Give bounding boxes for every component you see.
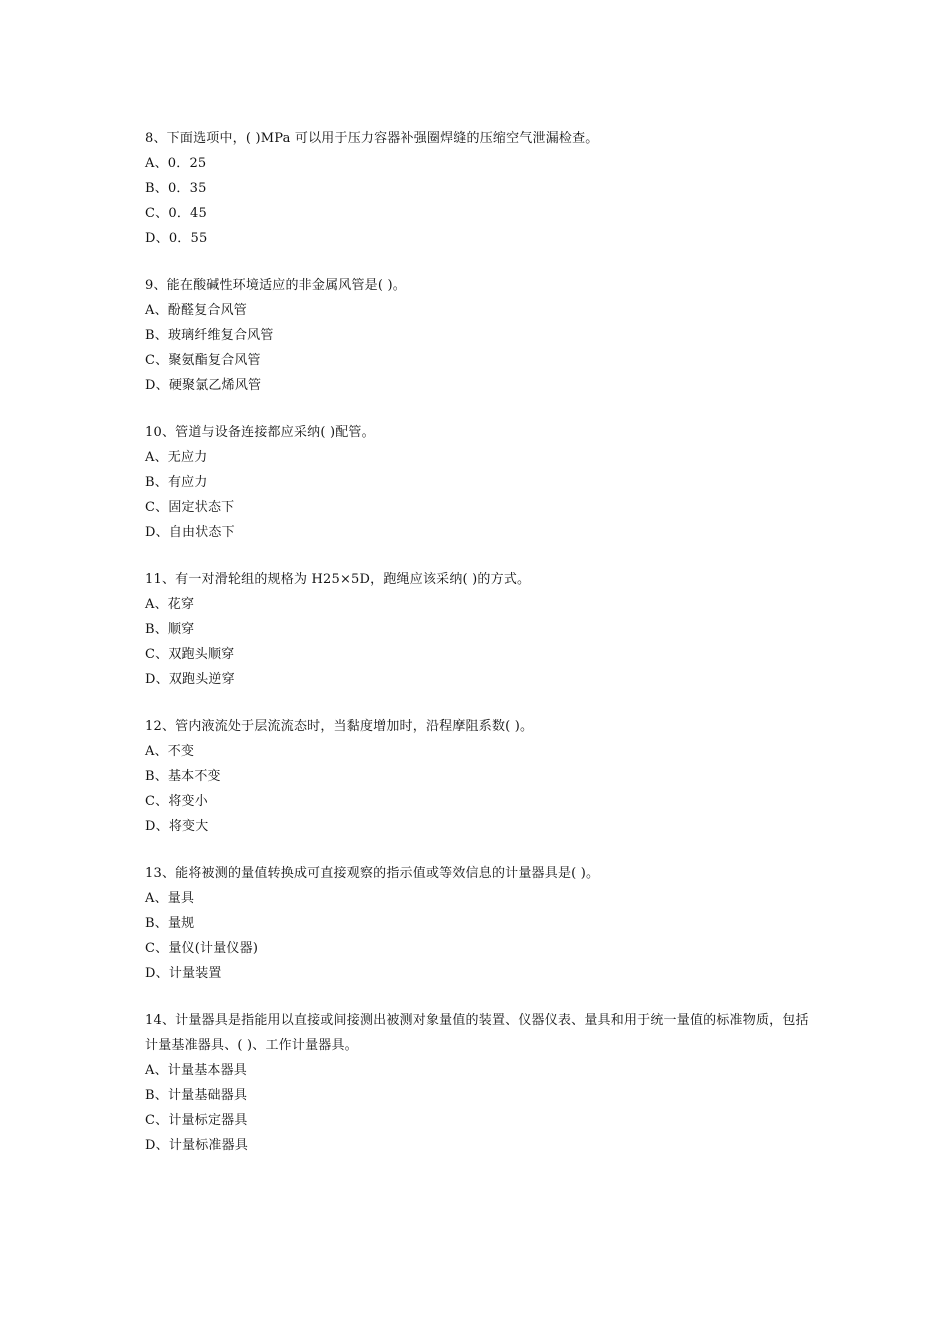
question-text: 13、能将被测的量值转换成可直接观察的指示值或等效信息的计量器具是( )。 bbox=[145, 866, 600, 881]
question-list bbox=[145, 126, 815, 1180]
option-c: C、量仪(计量仪器) bbox=[145, 941, 259, 956]
option-d: D、0．55 bbox=[145, 231, 208, 246]
question-12 bbox=[145, 714, 815, 839]
option-c: C、双跑头顺穿 bbox=[145, 647, 235, 662]
option-d: D、计量标准器具 bbox=[145, 1138, 249, 1153]
option-b: B、玻璃纤维复合风管 bbox=[145, 328, 274, 343]
option-d: D、自由状态下 bbox=[145, 525, 235, 540]
option-d: D、硬聚氯乙烯风管 bbox=[145, 378, 262, 393]
option-b: B、计量基础器具 bbox=[145, 1088, 248, 1103]
option-b: B、顺穿 bbox=[145, 622, 195, 637]
question-text: 10、管道与设备连接都应采纳( )配管。 bbox=[145, 425, 375, 440]
option-a: A、量具 bbox=[145, 891, 195, 906]
option-c: C、聚氨酯复合风管 bbox=[145, 353, 261, 368]
option-c: C、计量标定器具 bbox=[145, 1113, 248, 1128]
question-text: 11、有一对滑轮组的规格为 H25×5D，跑绳应该采纳( )的方式。 bbox=[145, 572, 531, 587]
option-b: B、0．35 bbox=[145, 181, 207, 196]
question-11 bbox=[145, 567, 815, 692]
question-text: 12、管内液流处于层流流态时，当黏度增加时，沿程摩阻系数( )。 bbox=[145, 719, 534, 734]
question-13 bbox=[145, 861, 815, 986]
option-b: B、有应力 bbox=[145, 475, 208, 490]
option-b: B、基本不变 bbox=[145, 769, 221, 784]
question-text: 9、能在酸碱性环境适应的非金属风管是( )。 bbox=[145, 278, 406, 293]
option-a: A、酚醛复合风管 bbox=[145, 303, 247, 318]
option-c: C、将变小 bbox=[145, 794, 208, 809]
option-b: B、量规 bbox=[145, 916, 195, 931]
question-text: 14、计量器具是指能用以直接或间接测出被测对象量值的装置、仪器仪表、量具和用于统一量值的标准物质，包括计量基准器具、( )、工作计量器具。 bbox=[145, 1013, 809, 1053]
option-a: A、计量基本器具 bbox=[145, 1063, 247, 1078]
option-a: A、0．25 bbox=[145, 156, 207, 171]
option-d: D、双跑头逆穿 bbox=[145, 672, 235, 687]
option-a: A、不变 bbox=[145, 744, 195, 759]
option-c: C、0．45 bbox=[145, 206, 207, 221]
question-9 bbox=[145, 273, 815, 398]
question-14 bbox=[145, 1008, 815, 1158]
option-d: D、将变大 bbox=[145, 819, 209, 834]
question-10 bbox=[145, 420, 815, 545]
option-a: A、花穿 bbox=[145, 597, 195, 612]
option-a: A、无应力 bbox=[145, 450, 208, 465]
option-d: D、计量装置 bbox=[145, 966, 222, 981]
question-text: 8、下面选项中，( )MPa 可以用于压力容器补强圈焊缝的压缩空气泄漏检查。 bbox=[145, 131, 599, 146]
option-c: C、固定状态下 bbox=[145, 500, 235, 515]
question-8 bbox=[145, 126, 815, 251]
